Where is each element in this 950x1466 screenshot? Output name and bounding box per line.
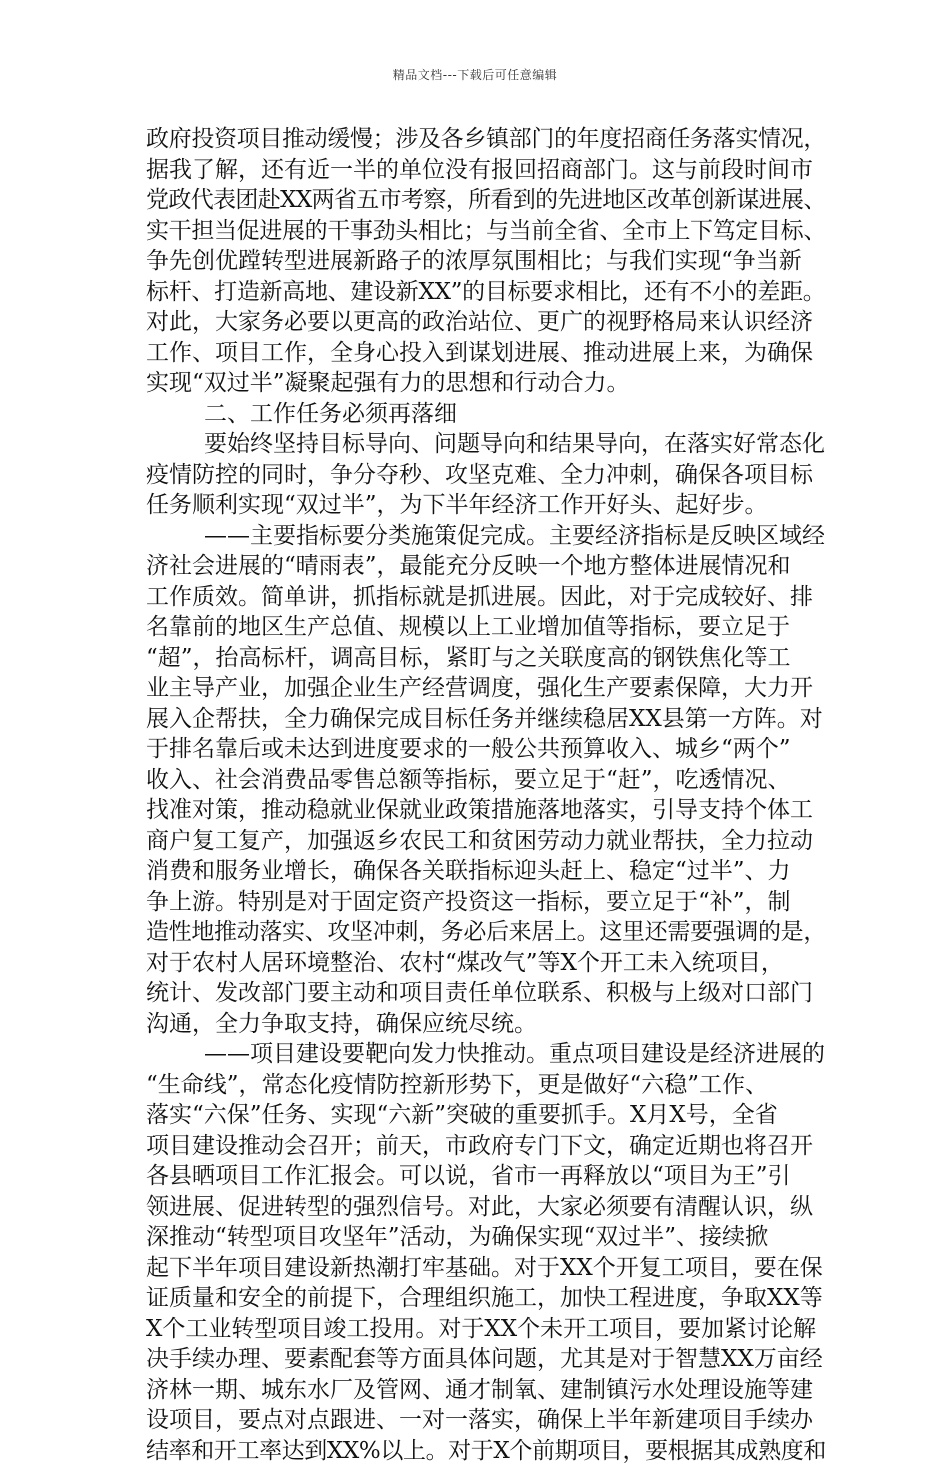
text-line: 工作、项目工作，全身心投入到谋划进展、推动进展上来，为确保 bbox=[146, 338, 826, 369]
text-line: 要始终坚持目标导向、问题导向和结果导向，在落实好常态化 bbox=[146, 429, 826, 460]
text-line: 任务顺利实现“双过半”，为下半年经济工作开好头、起好步。 bbox=[146, 490, 826, 521]
text-line: X个工业转型项目竣工投用。对于XX个未开工项目，要加紧讨论解 bbox=[146, 1314, 826, 1345]
text-line: 业主导产业，加强企业生产经营调度，强化生产要素保障，大力开 bbox=[146, 673, 826, 704]
text-line: 对于农村人居环境整治、农村“煤改气”等X个开工未入统项目， bbox=[146, 948, 826, 979]
text-line: 实现“双过半”凝聚起强有力的思想和行动合力。 bbox=[146, 368, 826, 399]
text-line: 展入企帮扶，全力确保完成目标任务并继续稳居XX县第一方阵。对 bbox=[146, 704, 826, 735]
page-header: 精品文档---下载后可任意编辑 bbox=[0, 66, 950, 83]
document-body bbox=[146, 124, 826, 1466]
text-line: 商户复工复产，加强返乡农民工和贫困劳动力就业帮扶，全力拉动 bbox=[146, 826, 826, 857]
text-line: 结率和开工率达到XX%以上。对于X个前期项目，要根据其成熟度和 bbox=[146, 1436, 826, 1466]
text-line: 收入、社会消费品零售总额等指标，要立足于“赶”，吃透情况、 bbox=[146, 765, 826, 796]
text-line: 疫情防控的同时，争分夺秒、攻坚克难、全力冲刺，确保各项目标 bbox=[146, 460, 826, 491]
text-line: 据我了解，还有近一半的单位没有报回招商部门。这与前段时间市 bbox=[146, 155, 826, 186]
text-line: 证质量和安全的前提下，合理组织施工，加快工程进度，争取XX等 bbox=[146, 1283, 826, 1314]
text-line: 深推动“转型项目攻坚年”活动，为确保实现“双过半”、接续掀 bbox=[146, 1222, 826, 1253]
text-line: “生命线”，常态化疫情防控新形势下，更是做好“六稳”工作、 bbox=[146, 1070, 826, 1101]
text-line: 沟通，全力争取支持，确保应统尽统。 bbox=[146, 1009, 826, 1040]
text-line: 工作质效。简单讲，抓指标就是抓进展。因此，对于完成较好、排 bbox=[146, 582, 826, 613]
text-line: ——项目建设要靶向发力快推动。重点项目建设是经济进展的 bbox=[146, 1039, 826, 1070]
text-line: 对此，大家务必要以更高的政治站位、更广的视野格局来认识经济 bbox=[146, 307, 826, 338]
text-line: 领进展、促进转型的强烈信号。对此，大家必须要有清醒认识，纵 bbox=[146, 1192, 826, 1223]
text-line: 济社会进展的“晴雨表”，最能充分反映一个地方整体进展情况和 bbox=[146, 551, 826, 582]
text-line: 项目建设推动会召开；前天，市政府专门下文，确定近期也将召开 bbox=[146, 1131, 826, 1162]
text-line: 党政代表团赴XX两省五市考察，所看到的先进地区改革创新谋进展、 bbox=[146, 185, 826, 216]
text-line: 找准对策，推动稳就业保就业政策措施落地落实，引导支持个体工 bbox=[146, 795, 826, 826]
text-line: 标杆、打造新高地、建设新XX”的目标要求相比，还有不小的差距。 bbox=[146, 277, 826, 308]
text-line: 设项目，要点对点跟进、一对一落实，确保上半年新建项目手续办 bbox=[146, 1405, 826, 1436]
text-line: 济林一期、城东水厂及管网、通才制氧、建制镇污水处理设施等建 bbox=[146, 1375, 826, 1406]
text-line: 于排名靠后或未达到进度要求的一般公共预算收入、城乡“两个” bbox=[146, 734, 826, 765]
text-line: 决手续办理、要素配套等方面具体问题，尤其是对于智慧XX万亩经 bbox=[146, 1344, 826, 1375]
text-line: 争上游。特别是对于固定资产投资这一指标，要立足于“补”，制 bbox=[146, 887, 826, 918]
text-line: 消费和服务业增长，确保各关联指标迎头赶上、稳定“过半”、力 bbox=[146, 856, 826, 887]
text-line: 二、工作任务必须再落细 bbox=[146, 399, 826, 430]
text-line: 起下半年项目建设新热潮打牢基础。对于XX个开复工项目，要在保 bbox=[146, 1253, 826, 1284]
text-line: 争先创优蹚转型进展新路子的浓厚氛围相比；与我们实现“争当新 bbox=[146, 246, 826, 277]
text-line: “超”，抬高标杆，调高目标，紧盯与之关联度高的钢铁焦化等工 bbox=[146, 643, 826, 674]
text-line: ——主要指标要分类施策促完成。主要经济指标是反映区域经 bbox=[146, 521, 826, 552]
text-line: 落实“六保”任务、实现“六新”突破的重要抓手。X月X号，全省 bbox=[146, 1100, 826, 1131]
text-line: 名靠前的地区生产总值、规模以上工业增加值等指标，要立足于 bbox=[146, 612, 826, 643]
text-line: 政府投资项目推动缓慢；涉及各乡镇部门的年度招商任务落实情况， bbox=[146, 124, 826, 155]
text-line: 统计、发改部门要主动和项目责任单位联系、积极与上级对口部门 bbox=[146, 978, 826, 1009]
text-line: 各县晒项目工作汇报会。可以说，省市一再释放以“项目为王”引 bbox=[146, 1161, 826, 1192]
text-line: 实干担当促进展的干事劲头相比；与当前全省、全市上下笃定目标、 bbox=[146, 216, 826, 247]
text-line: 造性地推动落实、攻坚冲刺，务必后来居上。这里还需要强调的是， bbox=[146, 917, 826, 948]
